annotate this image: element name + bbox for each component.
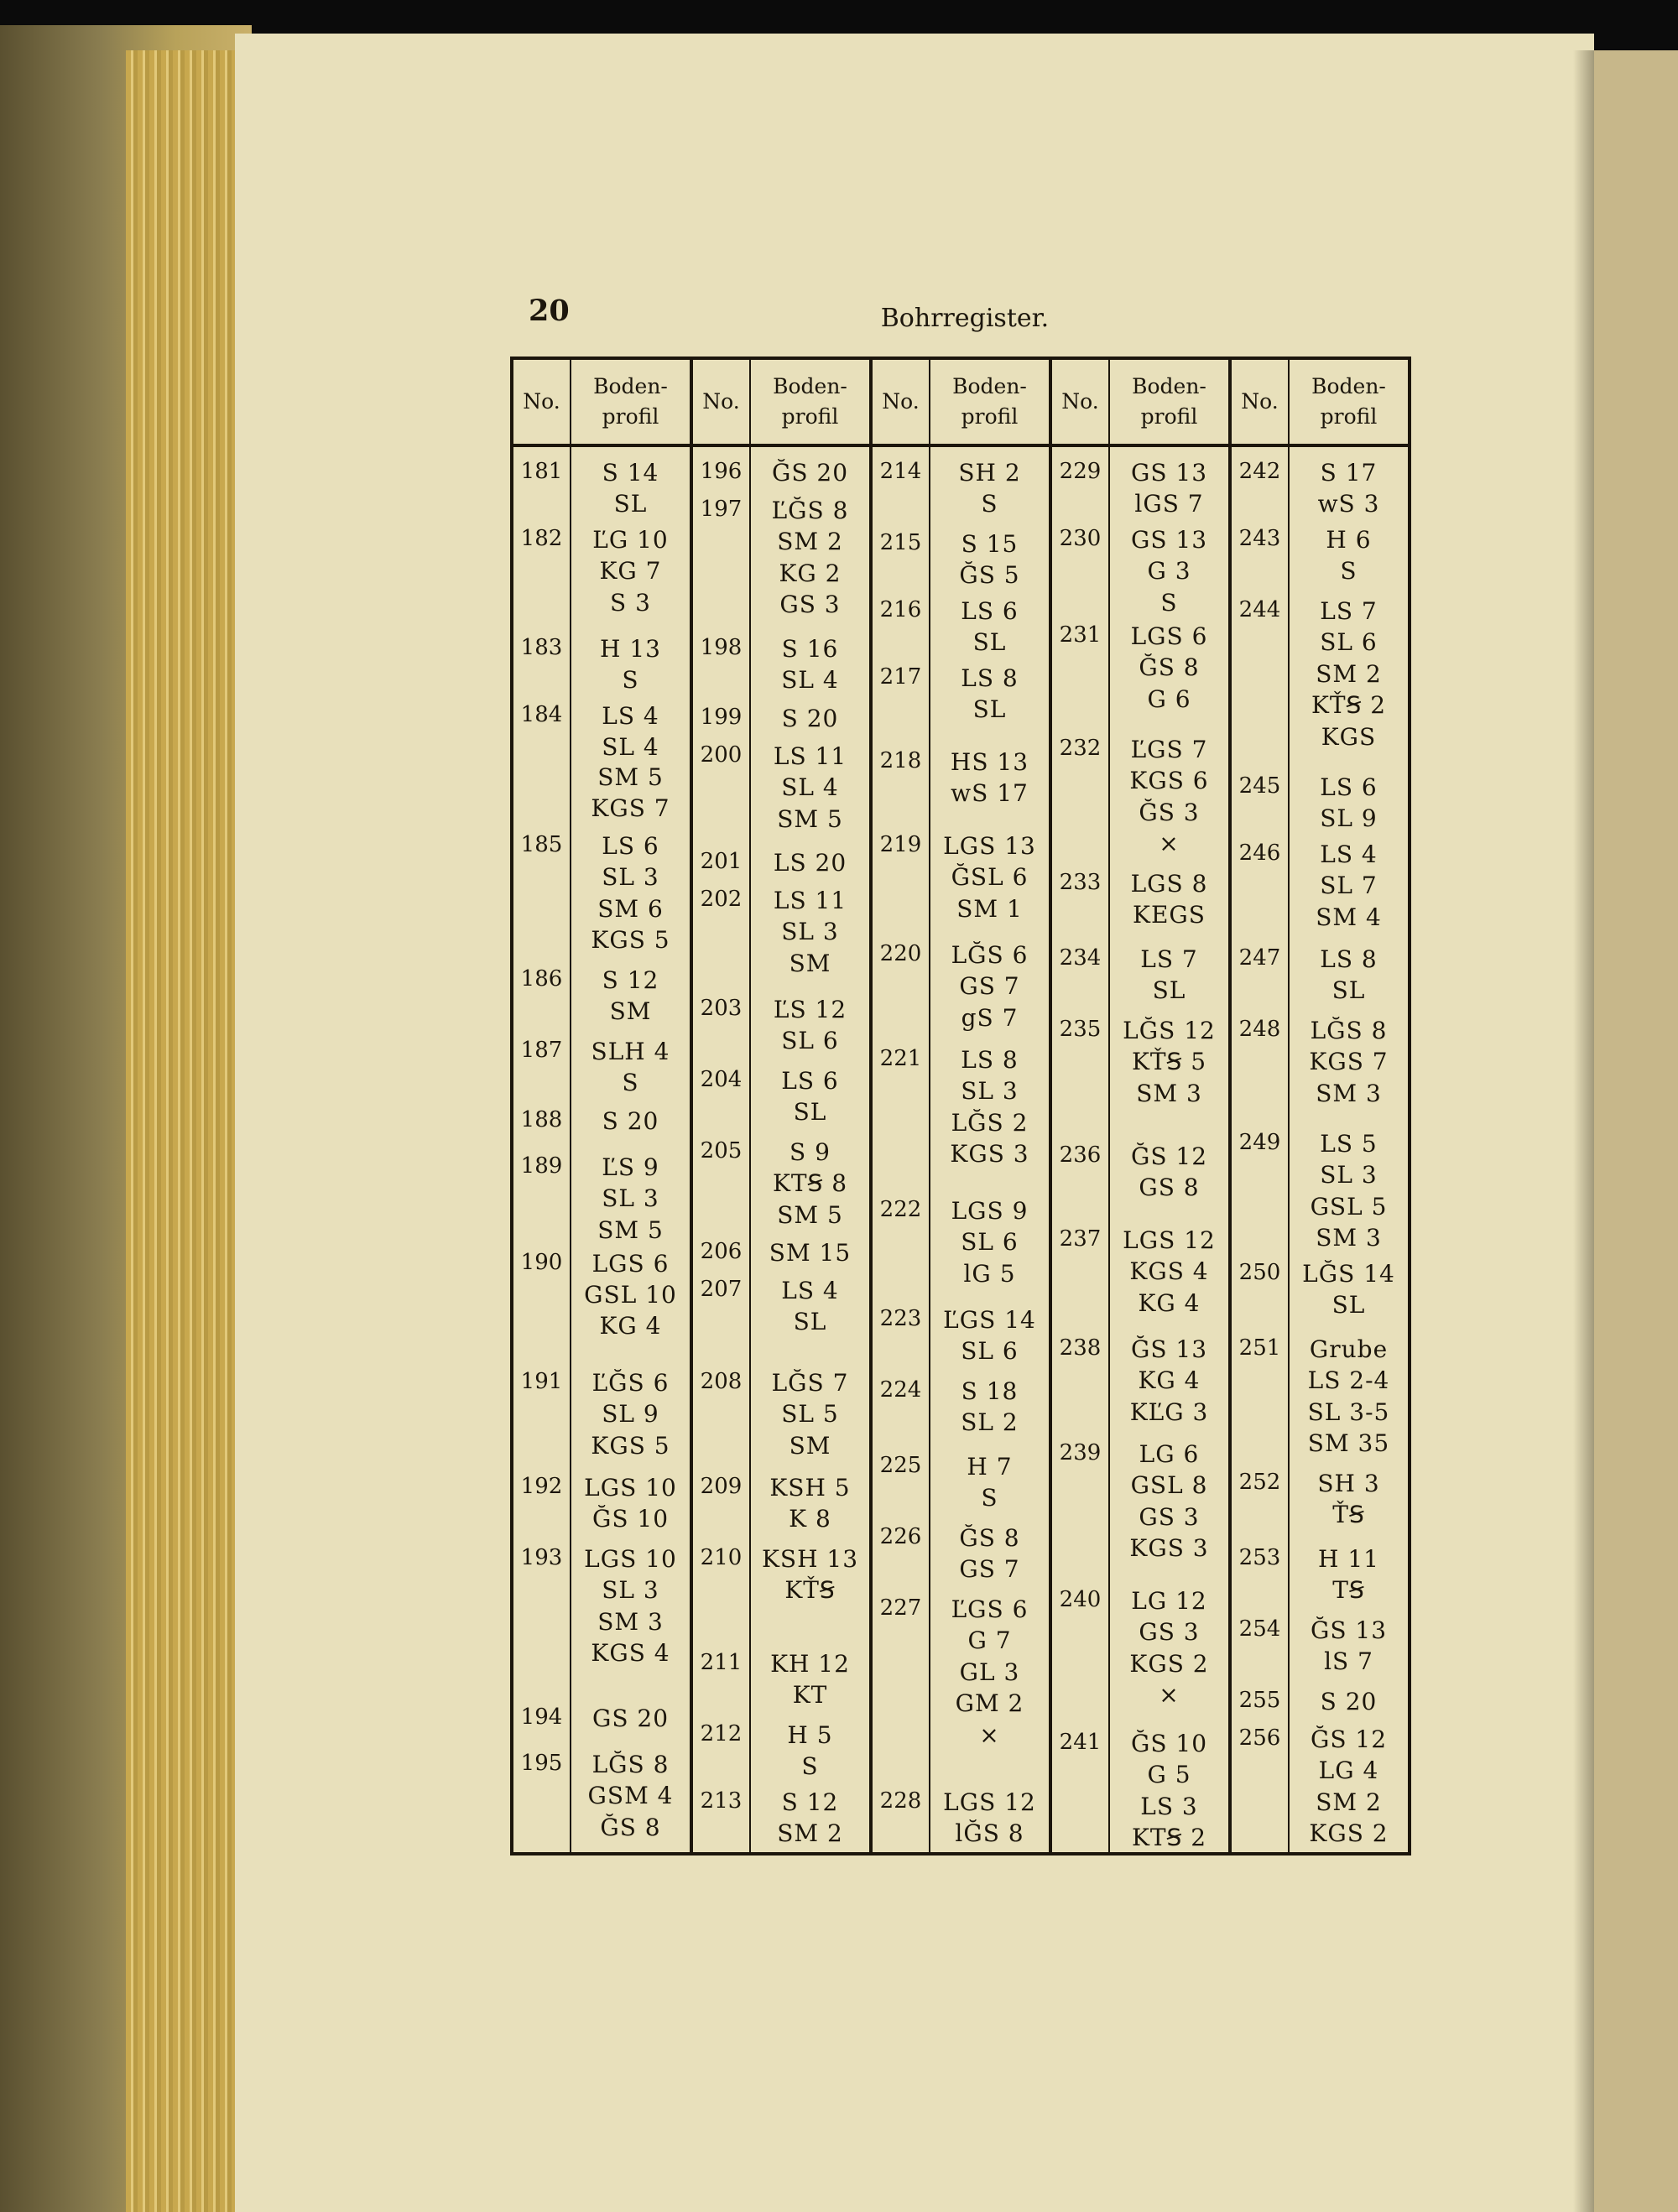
soil-profile-entry: lGS 7 (1134, 490, 1204, 518)
bore-number: 201 (700, 849, 743, 874)
soil-profile-entry: KG 2 (779, 560, 842, 587)
bore-number: 213 (700, 1788, 743, 1814)
body-row (512, 445, 1410, 1854)
bore-number: 193 (520, 1545, 563, 1570)
soil-profile-entry: SM (789, 1432, 831, 1460)
soil-profile-entry: SM 3 (1316, 1080, 1382, 1107)
soil-profile-entry: ĽGS 7 (1130, 736, 1208, 763)
bore-number: 211 (700, 1650, 743, 1675)
soil-profile-entry: KGS 3 (950, 1140, 1029, 1168)
soil-profile-entry: KGS (1321, 723, 1377, 751)
bore-number: 251 (1238, 1335, 1281, 1361)
soil-profile-entry: ĞS 8 (1139, 653, 1200, 681)
soil-profile-entry: S (801, 1752, 819, 1780)
soil-profile-entry: KŤꞨ 5 (1131, 1048, 1207, 1075)
soil-profile-entry: LGS 6 (1130, 622, 1208, 650)
bore-number: 234 (1059, 945, 1102, 971)
soil-profile-entry: S (622, 1069, 639, 1096)
bore-number: 218 (879, 748, 922, 773)
bore-number: 185 (520, 832, 563, 857)
bore-number: 250 (1238, 1260, 1281, 1285)
number-column (1230, 445, 1289, 1854)
soil-profile-entry: GS 3 (1139, 1618, 1200, 1646)
bore-number: 256 (1238, 1725, 1281, 1751)
soil-profile-entry: SL 4 (781, 666, 839, 694)
bore-number: 204 (700, 1067, 743, 1092)
soil-profile-entry: H 5 (787, 1721, 833, 1749)
soil-profile-entry: LS 11 (773, 742, 847, 770)
soil-profile-entry: LS 8 (961, 1046, 1019, 1074)
bore-number: 230 (1059, 526, 1102, 551)
bore-number: 216 (879, 597, 922, 622)
soil-profile-entry: SL (1152, 976, 1186, 1004)
soil-profile-entry: GSL 8 (1130, 1471, 1208, 1499)
soil-profile-entry: LS 6 (961, 597, 1019, 625)
soil-profile-entry: H 7 (967, 1453, 1013, 1481)
soil-profile-entry: SM 2 (1316, 660, 1382, 688)
soil-profile-entry: KG 7 (599, 557, 662, 585)
soil-profile-entry: SL 6 (961, 1228, 1019, 1256)
soil-profile-entry: × (979, 1721, 1000, 1749)
soil-profile-entry: GSL 10 (584, 1281, 677, 1309)
soil-profile-entry: SL 9 (1320, 804, 1378, 832)
soil-profile-entry: SL 4 (781, 773, 839, 801)
soil-profile-entry: S 17 (1320, 459, 1378, 487)
soil-profile-entry: KGS 5 (591, 1432, 670, 1460)
bore-number: 241 (1059, 1730, 1102, 1755)
soil-profile-entry: KGS 3 (1129, 1534, 1209, 1562)
profile-column (930, 445, 1050, 1854)
soil-profile-entry: LGS 10 (584, 1545, 677, 1573)
soil-profile-entry: SH 3 (1317, 1470, 1380, 1497)
bore-number: 199 (700, 705, 743, 730)
soil-profile-entry: KĽG 3 (1129, 1398, 1209, 1426)
soil-profile-entry: LS 11 (773, 887, 847, 914)
soil-profile-entry: KGS 4 (1129, 1257, 1209, 1285)
bore-number: 197 (700, 497, 743, 522)
soil-profile-entry: GS 13 (1130, 526, 1208, 554)
bore-number: 195 (520, 1751, 563, 1776)
soil-profile-entry: LS 8 (961, 664, 1019, 692)
soil-profile-entry: KŤꞨ (784, 1576, 836, 1604)
soil-profile-entry: LG 4 (1318, 1757, 1379, 1784)
no-header: No. (1230, 358, 1289, 445)
number-column (1050, 445, 1109, 1854)
soil-profile-entry: SL 2 (961, 1408, 1019, 1436)
profile-column (750, 445, 871, 1854)
soil-profile-entry: ĽĞS 6 (591, 1369, 670, 1397)
bore-number: 248 (1238, 1017, 1281, 1042)
header-row (512, 358, 1410, 445)
soil-profile-entry: wS 17 (951, 779, 1029, 807)
bore-register-table (510, 357, 1411, 1855)
soil-profile-entry: LGS 10 (584, 1474, 677, 1502)
soil-profile-entry: S 20 (1320, 1688, 1378, 1715)
soil-profile-entry: K 8 (789, 1505, 831, 1533)
bore-number: 236 (1059, 1142, 1102, 1168)
soil-profile-entry: HS 13 (950, 748, 1029, 776)
bore-number: 190 (520, 1250, 563, 1275)
soil-profile-entry: SL (972, 695, 1007, 723)
soil-profile-entry: ĞS 8 (959, 1524, 1020, 1552)
soil-profile-entry: LS 20 (773, 849, 847, 877)
soil-profile-entry: H 6 (1326, 526, 1372, 554)
soil-profile-entry: SL (1331, 976, 1366, 1004)
bore-number: 247 (1238, 945, 1281, 971)
soil-profile-entry: LS 6 (602, 832, 659, 860)
soil-profile-entry: ĽS 9 (602, 1153, 659, 1181)
soil-profile-entry: SL 5 (781, 1400, 839, 1428)
bore-number: 243 (1238, 526, 1281, 551)
soil-profile-entry: SL 6 (781, 1027, 839, 1054)
bore-number: 198 (700, 635, 743, 660)
bore-number: 242 (1238, 459, 1281, 484)
number-column (512, 445, 571, 1854)
soil-profile-entry: SM 2 (777, 528, 843, 555)
soil-profile-entry: SM 3 (597, 1608, 664, 1636)
soil-profile-entry: SL (1331, 1291, 1366, 1319)
soil-profile-entry: SL 3 (961, 1077, 1019, 1105)
soil-profile-entry: SL 6 (961, 1337, 1019, 1365)
soil-profile-entry: SL 9 (602, 1400, 659, 1428)
bore-number: 210 (700, 1545, 743, 1570)
bore-number: 219 (879, 832, 922, 857)
soil-profile-entry: ĽĞS 8 (771, 497, 849, 524)
bore-number: 237 (1059, 1226, 1102, 1252)
bore-number: 225 (879, 1453, 922, 1478)
soil-profile-entry: SL (613, 490, 648, 518)
number-column (691, 445, 750, 1854)
page-number: 20 (529, 294, 570, 328)
bore-number: 235 (1059, 1017, 1102, 1042)
bore-number: 212 (700, 1721, 743, 1746)
bore-number: 196 (700, 459, 743, 484)
soil-profile-entry: SH 2 (958, 459, 1021, 487)
profile-header: Boden- profil (571, 358, 691, 445)
soil-profile-entry: ĽS 12 (773, 996, 847, 1023)
soil-profile-entry: SM (609, 997, 652, 1025)
bore-number: 246 (1238, 841, 1281, 866)
soil-profile-entry: TꞨ (1332, 1576, 1365, 1604)
soil-profile-entry: LGS 12 (943, 1788, 1036, 1816)
soil-profile-entry: KTꞨ 8 (772, 1169, 848, 1197)
bore-number: 194 (520, 1705, 563, 1730)
soil-profile-entry: LĞS 12 (1123, 1017, 1216, 1044)
soil-profile-entry: GS 3 (779, 591, 841, 618)
bore-number: 255 (1238, 1688, 1281, 1713)
soil-profile-entry: KG 4 (1138, 1366, 1201, 1394)
soil-profile-entry: ĽGS 6 (951, 1595, 1029, 1623)
soil-profile-entry: KEGS (1133, 901, 1206, 929)
bore-number: 188 (520, 1107, 563, 1132)
soil-profile-entry: LS 4 (602, 702, 659, 730)
soil-profile-entry: LG 6 (1139, 1440, 1200, 1468)
soil-profile-entry: ĞS 3 (1139, 799, 1200, 826)
bore-number: 221 (879, 1046, 922, 1071)
soil-profile-entry: H 13 (600, 635, 661, 663)
soil-profile-entry: ĞS 10 (1130, 1730, 1208, 1757)
soil-profile-entry: GS 13 (1130, 459, 1208, 487)
soil-profile-entry: SM 3 (1136, 1080, 1202, 1107)
soil-profile-entry: LGS 13 (943, 832, 1036, 860)
bore-number: 240 (1059, 1587, 1102, 1612)
soil-profile-entry: GS 3 (1139, 1503, 1200, 1531)
soil-profile-entry: LGS 9 (951, 1197, 1029, 1225)
soil-profile-entry: KG 4 (599, 1312, 662, 1340)
soil-profile-entry: S 20 (602, 1107, 659, 1135)
bore-number: 223 (879, 1306, 922, 1331)
bore-number: 205 (700, 1138, 743, 1163)
soil-profile-entry: KŤꞨ 2 (1311, 691, 1387, 719)
bore-number: 238 (1059, 1335, 1102, 1361)
soil-profile-entry: gS 7 (961, 1004, 1019, 1032)
bore-number: 217 (879, 664, 922, 690)
soil-profile-entry: S 20 (781, 705, 839, 732)
bore-number: 252 (1238, 1470, 1281, 1495)
soil-profile-entry: SL 6 (1320, 628, 1378, 656)
profile-header: Boden- profil (1289, 358, 1410, 445)
soil-profile-entry: GS 7 (959, 972, 1020, 1000)
soil-profile-entry: LGS 8 (1130, 870, 1208, 898)
soil-profile-entry: ĞS 13 (1130, 1335, 1208, 1363)
soil-profile-entry: GS 8 (1139, 1174, 1200, 1201)
soil-profile-entry: ĞS 20 (771, 459, 849, 487)
bore-number: 220 (879, 941, 922, 966)
bore-number: 182 (520, 526, 563, 551)
bore-number: 231 (1059, 622, 1102, 648)
soil-profile-entry: S 18 (961, 1377, 1019, 1405)
soil-profile-entry: SM 2 (777, 1819, 843, 1847)
soil-profile-entry: SL 3 (602, 1184, 659, 1212)
soil-profile-entry: SL 4 (602, 733, 659, 761)
soil-profile-entry: S 3 (610, 589, 651, 617)
no-header: No. (871, 358, 930, 445)
soil-profile-entry: SM 15 (769, 1239, 852, 1267)
bore-number: 200 (700, 742, 743, 768)
soil-profile-entry: G 3 (1147, 557, 1191, 585)
soil-profile-entry: LS 3 (1140, 1793, 1198, 1820)
soil-profile-entry: ĞS 13 (1310, 1616, 1388, 1644)
soil-profile-entry: LS 5 (1320, 1130, 1378, 1158)
soil-profile-entry: G 7 (967, 1626, 1012, 1654)
soil-profile-entry: LS 7 (1140, 945, 1198, 973)
soil-profile-entry: ŤꞨ (1332, 1501, 1365, 1528)
soil-profile-entry: S 14 (602, 459, 659, 487)
bore-number: 239 (1059, 1440, 1102, 1465)
soil-profile-entry: S (981, 1484, 998, 1512)
soil-profile-entry: S (981, 490, 998, 518)
bore-number: 224 (879, 1377, 922, 1403)
soil-profile-entry: KGS 2 (1309, 1819, 1389, 1847)
soil-profile-entry: S 12 (602, 966, 659, 994)
soil-profile-entry: ĞS 8 (600, 1814, 661, 1841)
soil-profile-entry: LĞS 8 (1310, 1017, 1388, 1044)
bore-number: 181 (520, 459, 563, 484)
bore-number: 203 (700, 996, 743, 1021)
soil-profile-entry: H 11 (1318, 1545, 1379, 1573)
soil-profile-entry: KGS 7 (1309, 1048, 1389, 1075)
soil-profile-entry: lĞS 8 (955, 1819, 1024, 1847)
no-header: No. (691, 358, 750, 445)
soil-profile-entry: × (1159, 1681, 1180, 1709)
soil-profile-entry: KG 4 (1138, 1289, 1201, 1317)
soil-profile-entry: ĞS 5 (959, 561, 1020, 589)
soil-profile-entry: SL 3 (1320, 1161, 1378, 1189)
soil-profile-entry: SM 5 (777, 805, 843, 833)
soil-profile-entry: GSL 5 (1310, 1193, 1388, 1221)
bore-number: 209 (700, 1474, 743, 1499)
soil-profile-entry: LĞS 2 (951, 1109, 1029, 1137)
bore-number: 191 (520, 1369, 563, 1394)
soil-profile-entry: SM 35 (1307, 1429, 1390, 1457)
soil-profile-entry: Grube (1309, 1335, 1389, 1363)
bore-number: 186 (520, 966, 563, 991)
soil-profile-entry: LĞS 8 (591, 1751, 670, 1778)
soil-profile-entry: SM (789, 950, 831, 977)
page-stack-edges (126, 50, 252, 2212)
running-head: Bohrregister. (880, 304, 1050, 333)
soil-profile-entry: SL (793, 1308, 827, 1335)
profile-column (1109, 445, 1230, 1854)
soil-profile-entry: KGS 6 (1129, 767, 1209, 794)
soil-profile-entry: SM 1 (956, 895, 1023, 923)
bore-number: 226 (879, 1524, 922, 1549)
soil-profile-entry: LĞS 6 (951, 941, 1029, 969)
soil-profile-entry: lS 7 (1324, 1647, 1373, 1675)
bore-number: 202 (700, 887, 743, 912)
soil-profile-entry: S (1340, 557, 1358, 585)
bore-number: 233 (1059, 870, 1102, 895)
soil-profile-entry: ĽGS 14 (943, 1306, 1036, 1334)
soil-profile-entry: LS 4 (1320, 841, 1378, 868)
soil-profile-entry: KT (792, 1681, 828, 1709)
soil-profile-entry: GL 3 (959, 1658, 1020, 1686)
no-header: No. (512, 358, 571, 445)
soil-profile-entry: S (622, 666, 639, 694)
soil-profile-entry: LS 6 (1320, 773, 1378, 801)
soil-profile-entry: × (1159, 830, 1180, 857)
soil-profile-entry: GSM 4 (587, 1782, 674, 1809)
soil-profile-entry: G 5 (1147, 1761, 1191, 1788)
no-header: No. (1050, 358, 1109, 445)
soil-profile-entry: wS 3 (1317, 490, 1380, 518)
bore-number: 208 (700, 1369, 743, 1394)
soil-profile-entry: SM 2 (1316, 1788, 1382, 1816)
soil-profile-entry: lG 5 (963, 1260, 1016, 1288)
bore-number: 214 (879, 459, 922, 484)
soil-profile-entry: LS 6 (781, 1067, 839, 1095)
bore-number: 228 (879, 1788, 922, 1814)
soil-profile-entry: LĞS 14 (1302, 1260, 1395, 1288)
bore-number: 227 (879, 1595, 922, 1621)
soil-profile-entry: S 12 (781, 1788, 839, 1816)
soil-profile-entry: KSH 5 (769, 1474, 851, 1502)
soil-profile-entry: LGS 12 (1123, 1226, 1216, 1254)
soil-profile-entry: SL (793, 1098, 827, 1126)
bore-number: 249 (1238, 1130, 1281, 1155)
soil-profile-entry: S 16 (781, 635, 839, 663)
soil-profile-entry: GS 20 (591, 1705, 670, 1732)
facing-page-edge (1594, 50, 1678, 2212)
number-column (871, 445, 930, 1854)
soil-profile-entry: KH 12 (770, 1650, 850, 1678)
bore-number: 244 (1238, 597, 1281, 622)
soil-profile-entry: S 15 (961, 530, 1019, 558)
soil-profile-entry: SL 7 (1320, 872, 1378, 899)
soil-profile-entry: SM 3 (1316, 1224, 1382, 1252)
soil-profile-entry: LG 12 (1131, 1587, 1207, 1615)
profile-column (1289, 445, 1410, 1854)
soil-profile-entry: ĞSL 6 (951, 863, 1029, 891)
soil-profile-entry: KGS 2 (1129, 1650, 1209, 1678)
bore-number: 183 (520, 635, 563, 660)
soil-profile-entry: LS 8 (1320, 945, 1378, 973)
bore-number: 184 (520, 702, 563, 727)
soil-profile-entry: ĽG 10 (592, 526, 669, 554)
profile-header: Boden- profil (750, 358, 871, 445)
soil-profile-entry: SM 4 (1316, 903, 1382, 931)
soil-profile-entry: LS 7 (1320, 597, 1378, 625)
soil-profile-entry: SL 3 (781, 918, 839, 945)
soil-profile-entry: GS 7 (959, 1555, 1020, 1583)
soil-profile-entry: S 9 (789, 1138, 831, 1166)
soil-profile-entry: KGS 5 (591, 926, 670, 954)
bore-number: 187 (520, 1038, 563, 1063)
soil-profile-entry: ĞS 10 (591, 1505, 670, 1533)
bore-number: 207 (700, 1277, 743, 1302)
profile-column (571, 445, 691, 1854)
soil-profile-entry: KSH 13 (761, 1545, 859, 1573)
soil-profile-entry: KGS 4 (591, 1639, 670, 1667)
bore-number: 254 (1238, 1616, 1281, 1642)
soil-profile-entry: S (1160, 589, 1178, 617)
soil-profile-entry: KGS 7 (591, 794, 670, 822)
soil-profile-entry: LGS 6 (591, 1250, 670, 1278)
bore-number: 222 (879, 1197, 922, 1222)
bore-number: 229 (1059, 459, 1102, 484)
soil-profile-entry: KTꞨ 2 (1131, 1824, 1207, 1851)
soil-profile-entry: SLH 4 (591, 1038, 670, 1065)
bore-number: 189 (520, 1153, 563, 1179)
soil-profile-entry: LS 4 (781, 1277, 839, 1304)
soil-profile-entry: SM 6 (597, 895, 664, 923)
soil-profile-entry: SM 5 (597, 1216, 664, 1244)
soil-profile-entry: SM 5 (597, 763, 664, 791)
soil-profile-entry: SL (972, 628, 1007, 656)
soil-profile-entry: ĞS 12 (1310, 1725, 1388, 1753)
soil-profile-entry: G 6 (1147, 685, 1191, 713)
soil-profile-entry: ĞS 12 (1130, 1142, 1208, 1170)
soil-profile-entry: SL 3-5 (1307, 1398, 1390, 1426)
soil-profile-entry: SL 3 (602, 863, 659, 891)
profile-header: Boden- profil (930, 358, 1050, 445)
bore-number: 232 (1059, 736, 1102, 761)
soil-profile-entry: LĞS 7 (771, 1369, 849, 1397)
soil-profile-entry: SM 5 (777, 1201, 843, 1229)
bore-number: 206 (700, 1239, 743, 1264)
bore-number: 245 (1238, 773, 1281, 799)
soil-profile-entry: LS 2-4 (1307, 1366, 1390, 1394)
bore-number: 192 (520, 1474, 563, 1499)
soil-profile-entry: SL 3 (602, 1576, 659, 1604)
profile-header: Boden- profil (1109, 358, 1230, 445)
bore-number: 253 (1238, 1545, 1281, 1570)
bore-number: 215 (879, 530, 922, 555)
soil-profile-entry: GM 2 (955, 1689, 1024, 1717)
